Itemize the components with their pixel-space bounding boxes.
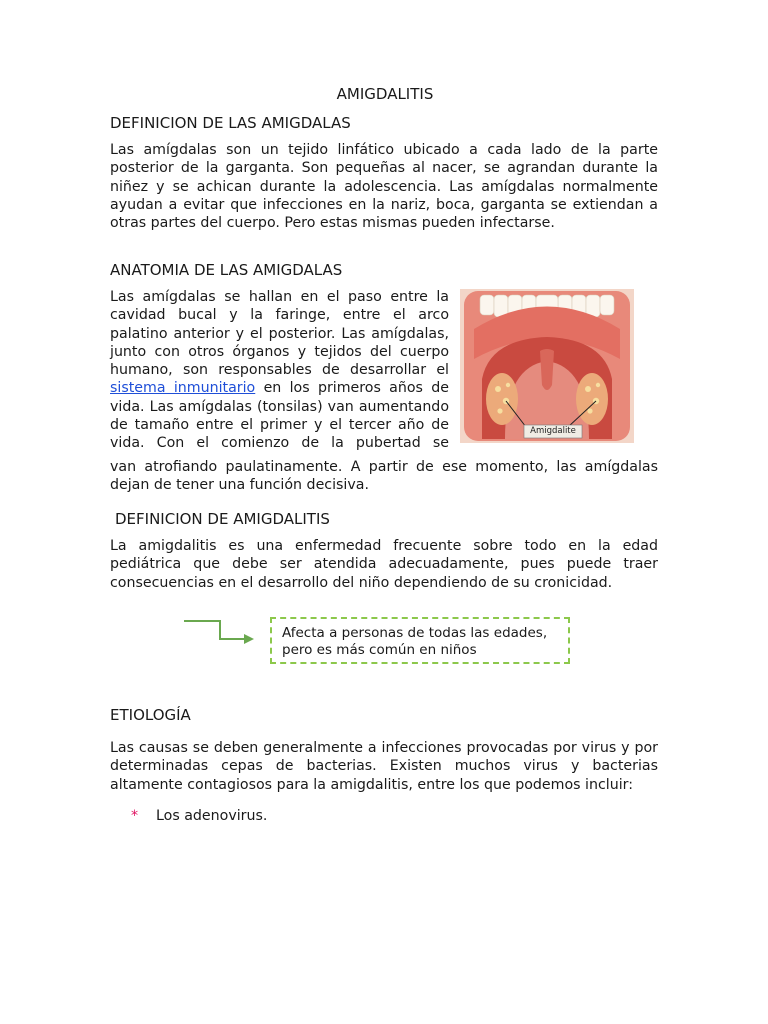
throat-illustration [460,289,634,443]
heading-etiologia: ETIOLOGÍA [110,706,191,724]
figure-label: Amigdalite [530,426,576,436]
paragraph-anatomia [110,288,449,453]
callout-box: Afecta a personas de todas las edades, pero es más común en niños [270,617,570,664]
paragraph-etiologia: Las causas se deben generalmente a infecciones provocadas por virus y por determinadas cepas de bacterias. Existen muchos virus y bacterias altamente contagiosos para la amigdalitis, entre los que podemos incluir: [110,740,658,793]
throat-tonsils-image [460,289,634,443]
paragraph-anatomia-continued: van atrofiando paulatinamente. A partir de ese momento, las amígdalas dejan de tener una función decisiva. [110,459,658,494]
heading-definicion-amigdalitis: DEFINICION DE AMIGDALITIS [115,510,330,528]
document-title: AMIGDALITIS [336,85,434,103]
bullet-star-icon: * [131,808,139,824]
heading-definicion-amigdalas: DEFINICION DE LAS AMIGDALAS [110,114,351,132]
link-sistema-inmunitario[interactable]: sistema inmunitario [110,380,256,397]
heading-anatomia: ANATOMIA DE LAS AMIGDALAS [110,261,343,279]
connector-arrow-icon [180,617,260,647]
anatomia-text-start: Las amígdalas se hallan en el paso entre la cavidad bucal y la faringe, entre el arco palatino anterior y el posterior. Las amígdalas, junto con otros órganos y tejidos del cuerpo humano, son responsables de desarrollar el [110,289,449,379]
list-item [131,807,267,825]
anatomia-text-end: en los primeros años de vida. Las amígdalas (tonsilas) van aumentando de tamaño entre el primer y el tercer año de vida. Con el comienzo de la pubertad se [110,380,449,452]
list-item-text: Los adenovirus. [156,808,268,824]
paragraph-definicion-amigdalitis: La amigdalitis es una enfermedad frecuente sobre todo en la edad pediátrica que debe ser atendida adecuadamente, pues puede traer consecuencias en el desarrollo del niño dependiendo de su cronicidad. [110,538,658,591]
paragraph-definicion-amigdalas: Las amígdalas son un tejido linfático ubicado a cada lado de la parte posterior de la garganta. Son pequeñas al nacer, se agrandan durante la niñez y se achican durante la adolescencia. Las amígdalas normalmente ayudan a evitar que infecciones en la nariz, boca, garganta se extiendan a otras partes del cuerpo. Pero estas mismas pueden infectarse. [110,142,658,232]
